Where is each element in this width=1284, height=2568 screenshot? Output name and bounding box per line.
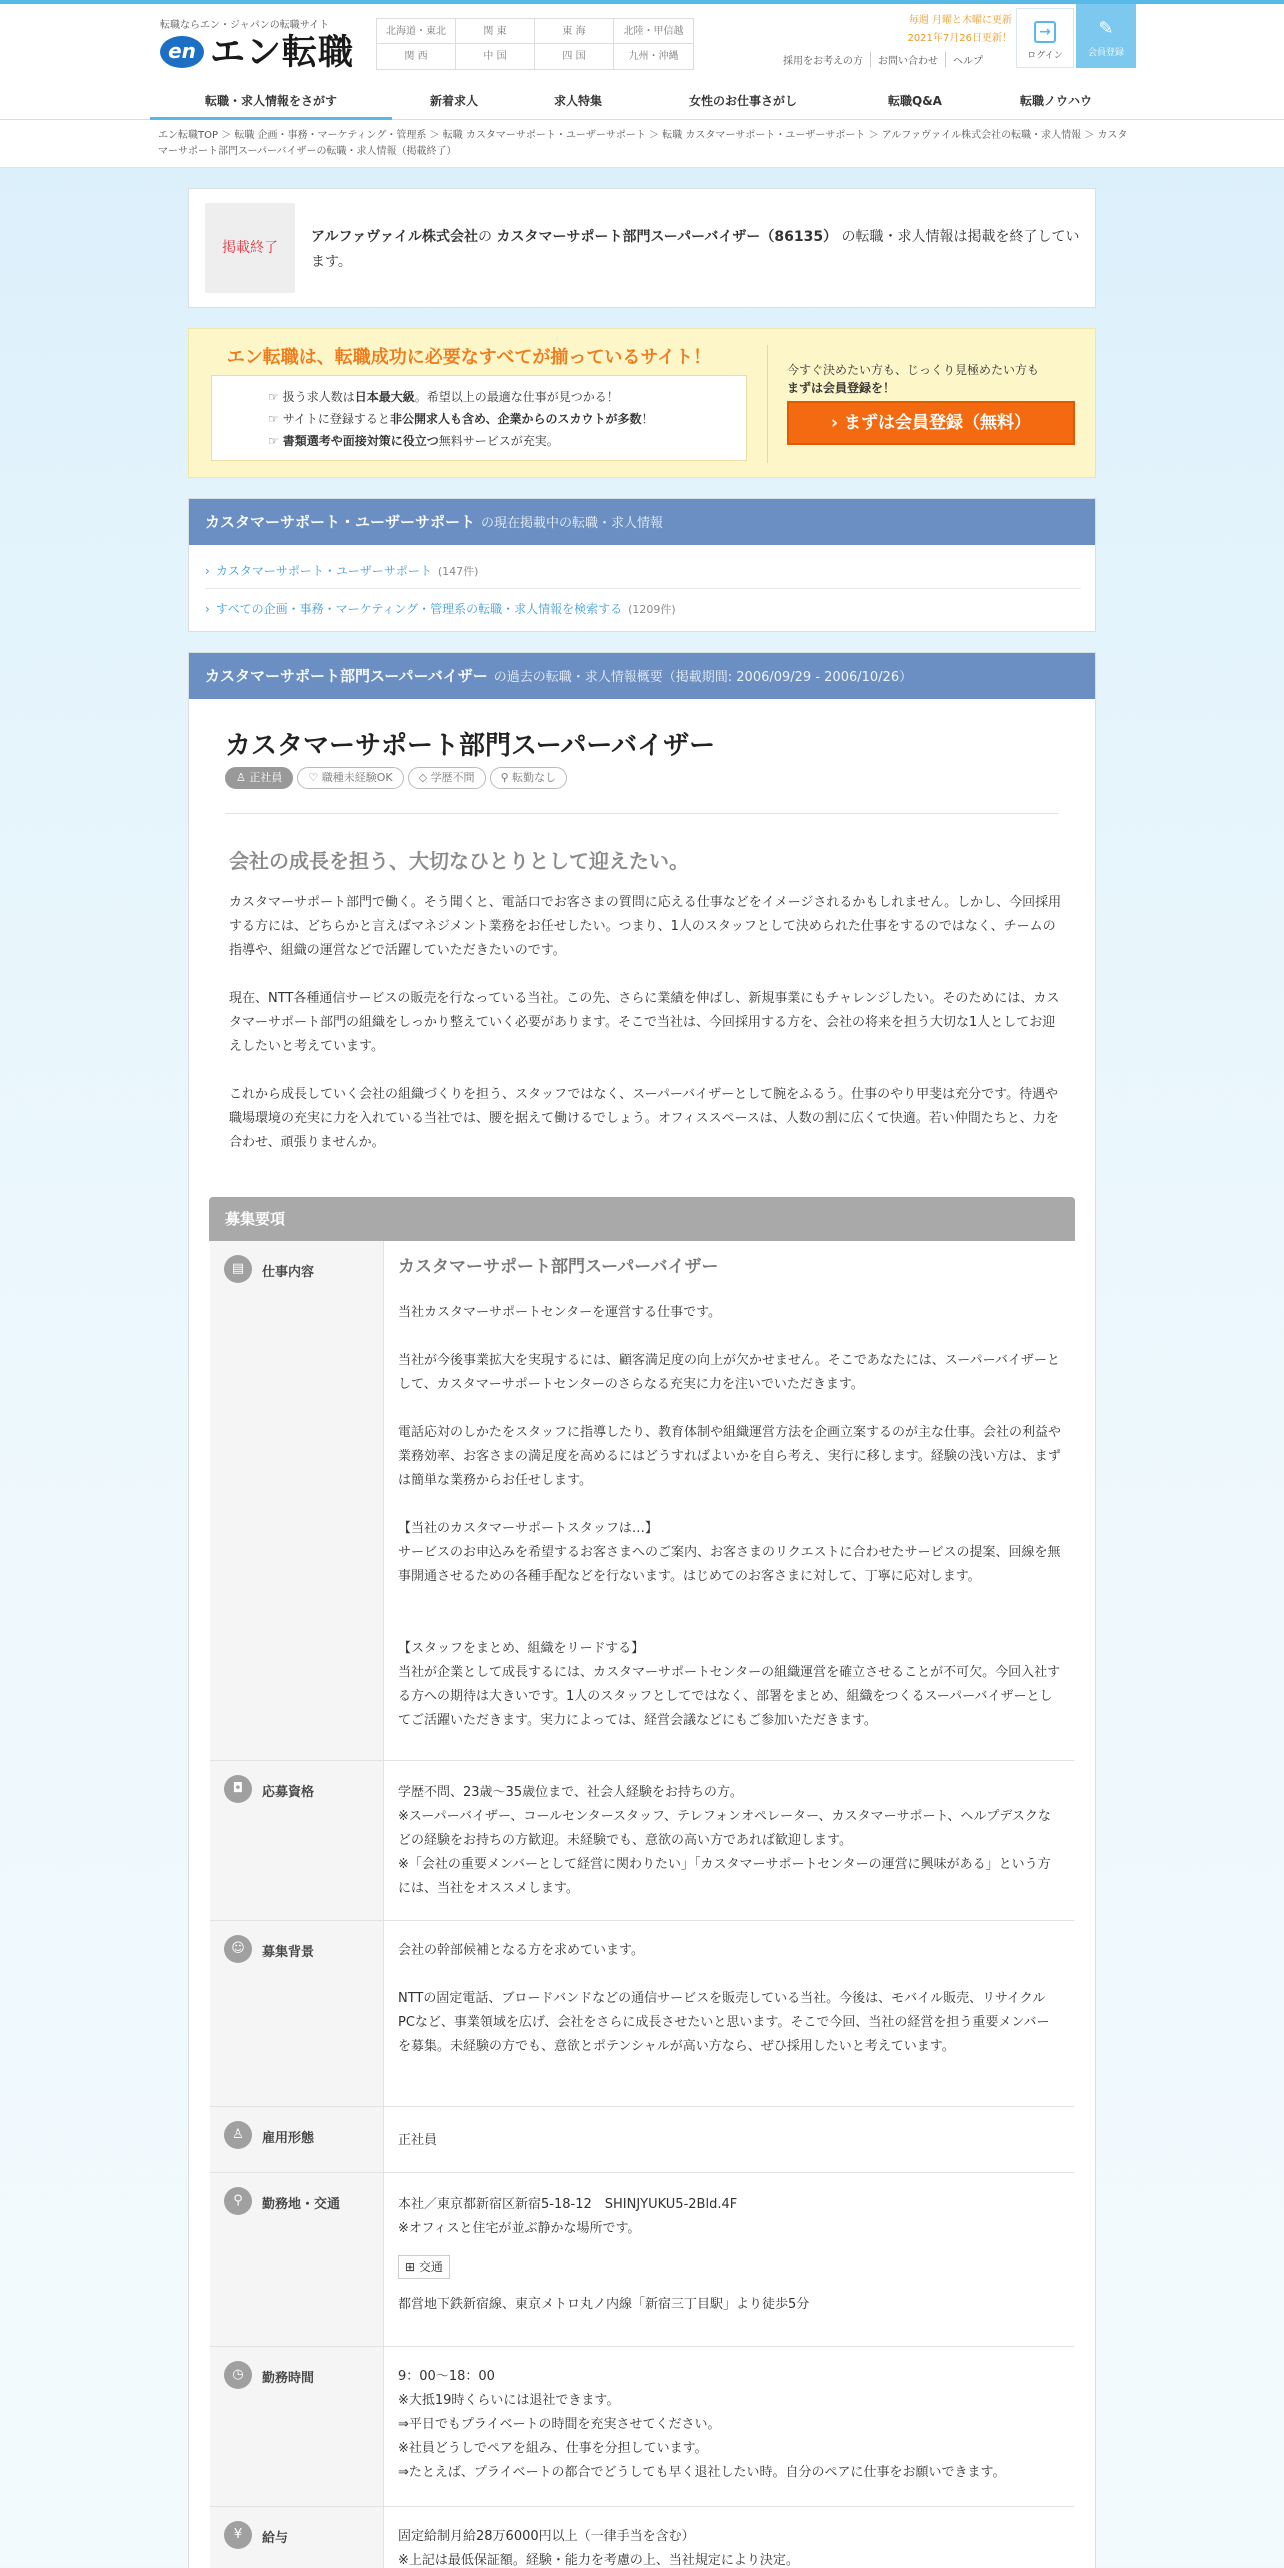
- current-link-count: (147件): [437, 565, 479, 578]
- promo-side-emphasis: まずは会員登録を！: [787, 381, 896, 395]
- req-label: 雇用形態: [262, 2131, 315, 2146]
- current-link-label[interactable]: すべての企画・事務・マーケティング・管理系の転職・求人情報を検索する: [215, 602, 623, 616]
- past-listing-panel: [188, 652, 1096, 2568]
- location-pin-icon: ⚲: [500, 771, 513, 784]
- bookmark-icon: ◘: [224, 1775, 252, 1803]
- req-paragraph: 【スタッフをまとめ、組織をリードする】 当社が企業として成長するには、カスタマーサポートセンターの組織運営を確立させることが不可欠。今回入社する方への期待は大きいです。1人のスタッフとしてではなく、部署をまとめ、組織をつくるスーパーバイザーとしてご活躍いただきます。実力によっては、経営会議などにもご参加いただきます。: [398, 1641, 1061, 1728]
- traffic-detail: 都営地下鉄新宿線、東京メトロ丸ノ内線「新宿三丁目駅」より徒歩5分: [398, 2297, 810, 2312]
- site-logo[interactable]: [160, 32, 362, 74]
- logo-mark: en: [160, 36, 204, 68]
- requirements-heading: 募集要項: [209, 1197, 1075, 1241]
- people-icon: ☺: [224, 1935, 252, 1963]
- breadcrumb[interactable]: エン転職TOP ＞ 転職 企画・事務・マーケティング・管理系 ＞ 転職 カスタマーサポート・ユーザーサポート ＞ 転職 カスタマーサポート・ユーザーサポート ＞ アルファヴァイル株式会社の転職・求人情報 ＞ カスタマーサポート部門スーパーバイザーの転職・求人情報（掲載終了）: [158, 130, 1128, 157]
- req-label-cell: [210, 1241, 384, 1760]
- login-button[interactable]: [1016, 8, 1074, 68]
- tag-inexperienced-ok: ♡ 職種未経験OK: [297, 767, 403, 789]
- req-paragraph: 会社の幹部候補となる方を求めています。: [398, 1943, 644, 1958]
- intro-paragraph: 現在、NTT各種通信サービスの販売を行なっている当社。この先、さらに業績を伸ばし、新規事業にもチャレンジしたい。そのためには、カスタマーサポート部門の組織をしっかり整えていく必要があります。そこで当社は、今回採用する方を、会社の将来を担う大切な1人としてお迎えしたいと考えています。: [229, 991, 1060, 1054]
- traffic-badge: [398, 2255, 450, 2279]
- traffic-label: 交通: [418, 2260, 443, 2274]
- region-hokkaido-tohoku[interactable]: 北海道・東北: [377, 19, 456, 44]
- pointing-hand-icon: ☞: [268, 434, 279, 448]
- global-nav: [0, 84, 1284, 120]
- nav-job-search[interactable]: 転職・求人情報をさがす: [150, 84, 392, 120]
- util-link-recruiter[interactable]: 採用をお考えの方: [776, 52, 871, 67]
- req-label-cell: [210, 2107, 384, 2172]
- promo-side-line: 今すぐ決めたい方も、じっくり見極めたい方も: [787, 363, 1040, 377]
- register-cta-button[interactable]: › まずは会員登録（無料）: [787, 401, 1075, 445]
- closed-company: アルファヴァイル株式会社: [311, 229, 479, 245]
- pointing-hand-icon: ☞: [268, 412, 279, 426]
- region-kansai[interactable]: 関 西: [377, 44, 456, 69]
- login-label: ログイン: [1027, 51, 1063, 61]
- req-paragraph: 【当社のカスタマーサポートスタッフは…】 サービスのお申込みを希望するお客さまへのご案内、お客さまのリクエストに合わせたサービスの提案、回線を無事開通させるための各種手配などを行ないます。はじめてのお客さまに対して、丁寧に応対します。: [398, 1521, 1061, 1584]
- signup-button[interactable]: [1076, 4, 1136, 68]
- req-label: 応募資格: [262, 1785, 315, 1800]
- logo-text: エン転職: [210, 33, 355, 73]
- nav-qa[interactable]: 転職Q&A: [888, 94, 942, 108]
- chevron-right-icon: ›: [205, 564, 210, 578]
- site-tagline: 転職ならエン・ジャパンの転職サイト: [160, 20, 330, 31]
- update-date: 2021年7月26日更新！: [907, 33, 1012, 44]
- briefcase-icon: ▤: [224, 1255, 252, 1283]
- heart-icon: ♡: [308, 771, 322, 784]
- req-paragraph: 電話応対のしかたをスタッフに指導したり、教育体制や組織運営方法を企画立案するのが主な仕事。会社の利益や業務効率、お客さまの満足度を高めるにはどうすればよいかを自ら考え、実行に移します。経験の浅い方は、まずは簡単な業務からお任せします。: [398, 1425, 1062, 1488]
- posting-closed-notice: [188, 188, 1096, 308]
- promo-side-text: [787, 361, 1087, 397]
- region-chugoku[interactable]: 中 国: [456, 44, 535, 69]
- req-label-cell: [210, 2507, 384, 2568]
- tag-education-any: ◇ 学歴不問: [408, 767, 486, 789]
- signup-promo: [188, 328, 1096, 478]
- req-label-cell: [210, 1921, 384, 2106]
- req-paragraph: 本社／東京都新宿区新宿5-18-12 SHINJYUKU5-2Bld.4F ※オフィスと住宅が並ぶ静かな場所です。: [398, 2197, 738, 2236]
- promo-point: ☞ 扱う求人数は日本最大級。希望以上の最適な仕事が見つかる！: [268, 390, 619, 404]
- site-header: [0, 4, 1284, 84]
- person-icon: ♙: [224, 2121, 252, 2149]
- current-listings-title: カスタマーサポート・ユーザーサポート: [205, 513, 476, 531]
- req-row-background: [210, 1921, 1074, 2107]
- util-link-help[interactable]: ヘルプ: [953, 56, 983, 67]
- req-row-location: [210, 2173, 1074, 2347]
- nav-women-jobs[interactable]: 女性のお仕事さがし: [688, 94, 797, 108]
- update-schedule: 毎週 月曜と木曜に更新: [908, 15, 1012, 26]
- closed-tail: の転職・求人情報は掲載を終了しています。: [311, 229, 1080, 270]
- divider: [225, 813, 1059, 814]
- req-row-salary: [210, 2507, 1074, 2568]
- train-icon: ⊞: [405, 2260, 419, 2274]
- catch-copy: 会社の成長を担う、大切なひとりとして迎えたい。: [229, 849, 689, 873]
- closed-message: [311, 225, 1081, 275]
- breadcrumb-area: [0, 120, 1284, 168]
- req-paragraph: 正社員: [398, 2133, 438, 2148]
- past-listing-header: [189, 653, 1095, 699]
- past-listing-title: カスタマーサポート部門スーパーバイザー: [205, 667, 488, 685]
- intro-paragraph: これから成長していく会社の組織づくりを担う、スタッフではなく、スーパーバイザーとして腕をふるう。仕事のやり甲斐は充分です。待遇や職場環境の充実に力を入れている当社では、腰を据えて働けるでしょう。オフィススペースは、人数の割に広くて快適。若い仲間たちと、力を合わせ、頑張りませんか。: [229, 1087, 1059, 1150]
- promo-points: [211, 375, 747, 461]
- login-icon: →: [1034, 21, 1056, 43]
- nav-features[interactable]: 求人特集: [553, 94, 602, 108]
- req-label: 勤務地・交通: [262, 2197, 341, 2212]
- req-row-qualifications: [210, 1761, 1074, 1921]
- pointing-hand-icon: ☞: [268, 390, 279, 404]
- location-pin-icon: ⚲: [224, 2187, 252, 2215]
- promo-heading: エン転職は、転職成功に必要なすべてが揃っているサイト！: [226, 347, 712, 368]
- current-listings-panel: [188, 498, 1096, 632]
- closed-badge: 掲載終了: [205, 203, 295, 293]
- util-link-contact[interactable]: お問い合わせ: [871, 52, 946, 67]
- closed-job: カスタマーサポート部門スーパーバイザー（86135）: [496, 229, 838, 245]
- past-listing-subtitle: の過去の転職・求人情報概要（掲載期間: 2006/09/29 - 2006/10/26）: [493, 670, 913, 685]
- promo-point: ☞ 書類選考や面接対策に役立つ無料サービスが充実。: [268, 434, 559, 448]
- req-row-job-content: [210, 1241, 1074, 1761]
- utility-links: [776, 52, 990, 67]
- promo-divider: [767, 345, 768, 463]
- region-hokuriku[interactable]: 北陸・甲信越: [614, 19, 693, 44]
- graduation-cap-icon: ◇: [418, 771, 431, 784]
- yen-icon: ¥: [224, 2521, 252, 2549]
- req-label-cell: [210, 2173, 384, 2346]
- region-kyushu[interactable]: 九州・沖縄: [628, 51, 679, 62]
- current-link-label[interactable]: カスタマーサポート・ユーザーサポート: [215, 564, 432, 578]
- clock-icon: ◷: [224, 2361, 252, 2389]
- req-paragraph: 当社が今後事業拡大を実現するには、顧客満足度の向上が欠かせません。そこであなたには、スーパーバイザーとして、カスタマーサポートセンターのさらなる充実に力を注いでいただきます。: [398, 1353, 1060, 1392]
- req-label-cell: [210, 1761, 384, 1920]
- chevron-right-icon: ›: [205, 602, 210, 616]
- tag-employment-type: ♙ 正社員: [225, 767, 293, 789]
- intro-paragraph: カスタマーサポート部門で働く。そう聞くと、電話口でお客さまの質問に応える仕事などをイメージされるかもしれません。しかし、今回採用する方には、どちらかと言えばマネジメント業務をお任せしたい。つまり、1人のスタッフとして決められた仕事をするのではなく、チームの指導や、組織の運営などで活躍していただきたいのです。: [229, 895, 1062, 958]
- req-row-hours: [210, 2347, 1074, 2507]
- tag-no-transfer: ⚲ 転勤なし: [490, 767, 568, 789]
- region-kanto[interactable]: 関 東: [456, 19, 535, 44]
- req-lead: カスタマーサポート部門スーパーバイザー: [398, 1257, 719, 1277]
- job-tags: [225, 767, 571, 789]
- current-listings-header: [189, 499, 1095, 545]
- req-label-cell: [210, 2347, 384, 2506]
- current-link-all[interactable]: [205, 591, 1081, 627]
- req-paragraph: 固定給制月給28万6000円以上（一律手当を含む） ※上記は最低保証額。経験・能力を考慮の上、当社規定により決定。: [398, 2529, 799, 2568]
- job-title: カスタマーサポート部門スーパーバイザー: [225, 731, 716, 761]
- req-paragraph: 学歴不問、23歳～35歳位まで、社会人経験をお持ちの方。 ※スーパーバイザー、コールセンタースタッフ、テレフォンオペレーター、カスタマーサポート、ヘルプデスクなどの経験をお持ちの方歓迎。未経験でも、意欲の高い方であれば歓迎します。 ※「会社の重要メンバーとして経営に関わりたい」「カスタマーサポートセンターの運営に興味がある」という方には、当社をオススメします。: [398, 1785, 1051, 1896]
- current-link-category[interactable]: [205, 553, 1081, 589]
- req-paragraph: NTTの固定電話、ブロードバンドなどの通信サービスを販売している当社。今後は、モバイル販売、リサイクルPCなど、事業領域を広げ、会社をさらに成長させたいと思います。そこで今回、当社の経営を担う重要メンバーを募集。未経験の方でも、意欲とポテンシャルが高い方なら、ぜひ採用したいと考えています。: [398, 1991, 1050, 2054]
- region-tokai[interactable]: 東 海: [535, 19, 614, 44]
- promo-point: ☞ サイトに登録すると非公開求人も含め、企業からのスカウトが多数！: [268, 412, 654, 426]
- region-selector: [376, 18, 694, 70]
- current-listings-subtitle: の現在掲載中の転職・求人情報: [481, 516, 664, 531]
- req-label: 仕事内容: [262, 1265, 315, 1280]
- req-label: 勤務時間: [262, 2371, 315, 2386]
- signup-label: 会員登録: [1087, 48, 1124, 58]
- person-icon: ♙: [236, 771, 250, 784]
- current-link-count: (1209件): [628, 603, 676, 616]
- req-label: 給与: [262, 2531, 289, 2546]
- req-paragraph: 9：00～18：00 ※大抵19時くらいには退社できます。 ⇒平日でもプライベートの時間を充実させてください。 ※社員どうしでペアを組み、仕事を分担しています。 ⇒たとえば、プライベートの都合でどうしても早く退社したい時。自分のペアに仕事をお願いできます。: [398, 2369, 1006, 2480]
- closed-no: の: [478, 229, 493, 245]
- req-label: 募集背景: [262, 1945, 315, 1960]
- req-row-employment-type: [210, 2107, 1074, 2173]
- update-note: [880, 12, 1012, 48]
- nav-new-jobs[interactable]: 新着求人: [429, 94, 478, 108]
- region-shikoku[interactable]: 四 国: [535, 44, 614, 69]
- req-paragraph: 当社カスタマーサポートセンターを運営する仕事です。: [398, 1305, 722, 1320]
- pencil-icon: ✎: [1098, 18, 1114, 39]
- nav-knowhow[interactable]: 転職ノウハウ: [1019, 94, 1092, 108]
